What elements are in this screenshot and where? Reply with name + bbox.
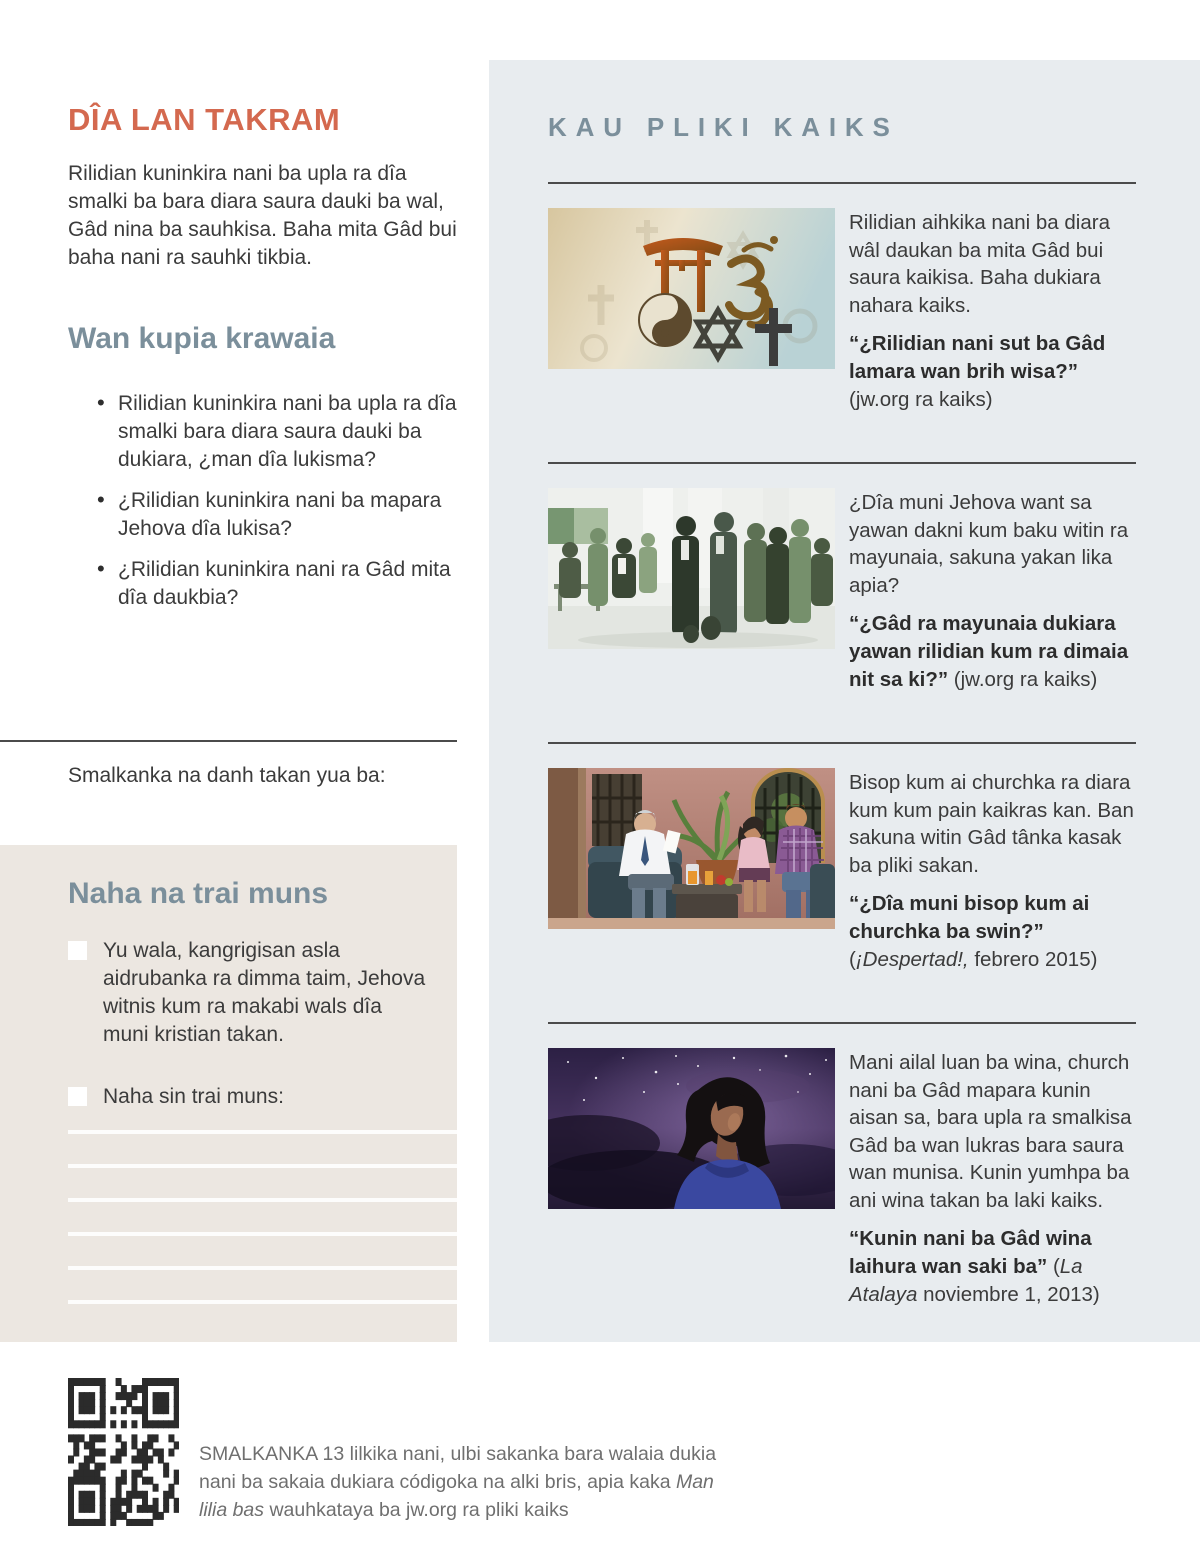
item-divider — [548, 462, 1136, 464]
item-reference: “¿Gâd ra mayunaia dukiara yawan rilidian kum ra dimaia nit sa ki?” (jw.org ra kaiks) — [849, 612, 1129, 691]
question-item: • Rilidian kuninkira nani ba upla ra dîa smalki bara diara saura dauki ba dukiara, ¿man dîa lukisma? — [97, 390, 460, 474]
write-line[interactable] — [68, 1164, 457, 1168]
item-body: Rilidian aihkika nani ba diara wâl daukan ba mita Gâd bui saura kaikisa. Baha dukiara nahara kaiks. — [849, 211, 1110, 317]
goals-title: Naha na trai muns — [68, 877, 329, 910]
checkbox[interactable] — [68, 941, 87, 960]
write-line[interactable] — [68, 1130, 457, 1134]
item-reference: “¿Dîa muni bisop kum ai churchka ba swin?” (¡Despertad!, febrero 2015) — [849, 892, 1098, 971]
item-reference: “¿Rilidian nani sut ba Gâd lamara wan brih wisa?” (jw.org ra kaiks) — [849, 332, 1106, 411]
goal-item-label: Yu wala, kangrigisan asla aidrubanka ra dimma taim, Jehova witnis kum ra makabi wals dîa muni kristian takan. — [103, 939, 426, 1046]
discussion-heading: Wan kupia krawaia — [68, 322, 336, 355]
write-line[interactable] — [68, 1300, 457, 1304]
write-line[interactable] — [68, 1232, 457, 1236]
goals-box — [0, 845, 457, 1342]
qr-code — [68, 1378, 179, 1526]
write-line[interactable] — [68, 1198, 457, 1202]
page-title: DÎA LAN TAKRAM — [68, 102, 341, 137]
congregation-gathering-image — [548, 488, 835, 649]
item-divider — [548, 742, 1136, 744]
woman-night-sky-image — [548, 1048, 835, 1209]
item-reference: “Kunin nani ba Gâd wina laihura wan saki ba” (La Atalaya noviembre 1, 2013) — [849, 1227, 1100, 1306]
goal-item — [68, 937, 433, 1049]
completed-date-label: Smalkanka na danh takan yua ba: — [68, 764, 386, 787]
footer-caption: SMALKANKA 13 lilkika nani, ulbi sakanka bara walaia dukia nani ba sakaia dukiara códigoka na alki bris, apia kaka Man lilia bas wauhkataya ba jw.org ra pliki kaiks — [199, 1443, 717, 1521]
discussion-questions — [68, 390, 460, 625]
checkbox[interactable] — [68, 1087, 87, 1106]
item-divider — [548, 1022, 1136, 1024]
religious-symbols-image — [548, 208, 835, 369]
goal-item — [68, 1083, 433, 1111]
media-item — [548, 1022, 1136, 1309]
intro-paragraph: Rilidian kuninkira nani ba upla ra dîa smalki ba bara diara saura dauki ba wal, Gâd nina ba sauhkisa. Baha mita Gâd bui baha nani ra sauhki tikbia. — [68, 162, 457, 269]
item-body: ¿Dîa muni Jehova want sa yawan dakni kum baku witin ra mayunaia, sakuna yakan lika apia? — [849, 491, 1129, 597]
patio-conversation-image — [548, 768, 835, 929]
media-item — [548, 462, 1136, 694]
item-body: Bisop kum ai churchka ra diara kum kum pain kaikras kan. Ban sakuna witin Gâd tânka kasak ba pliki sakan. — [849, 771, 1134, 877]
media-item — [548, 182, 1136, 414]
write-line[interactable] — [68, 1266, 457, 1270]
more-info-panel — [489, 60, 1200, 1342]
panel-title: KAU PLIKI KAIKS — [548, 112, 899, 142]
item-body: Mani ailal luan ba wina, church nani ba Gâd mapara kunin aisan sa, bara upla ra smalkisa Gâd ba wan lukras bara saura wan munisa. Kunin yumhpa ba ani wina takan ba laki kaiks. — [849, 1051, 1132, 1212]
question-item: • ¿Rilidian kuninkira nani ra Gâd mita dîa daukbia? — [97, 556, 460, 612]
question-item: • ¿Rilidian kuninkira nani ba mapara Jehova dîa lukisa? — [97, 487, 460, 543]
item-divider — [548, 182, 1136, 184]
goal-item-label: Naha sin trai muns: — [103, 1085, 284, 1108]
left-divider — [0, 740, 457, 742]
media-item — [548, 742, 1136, 974]
